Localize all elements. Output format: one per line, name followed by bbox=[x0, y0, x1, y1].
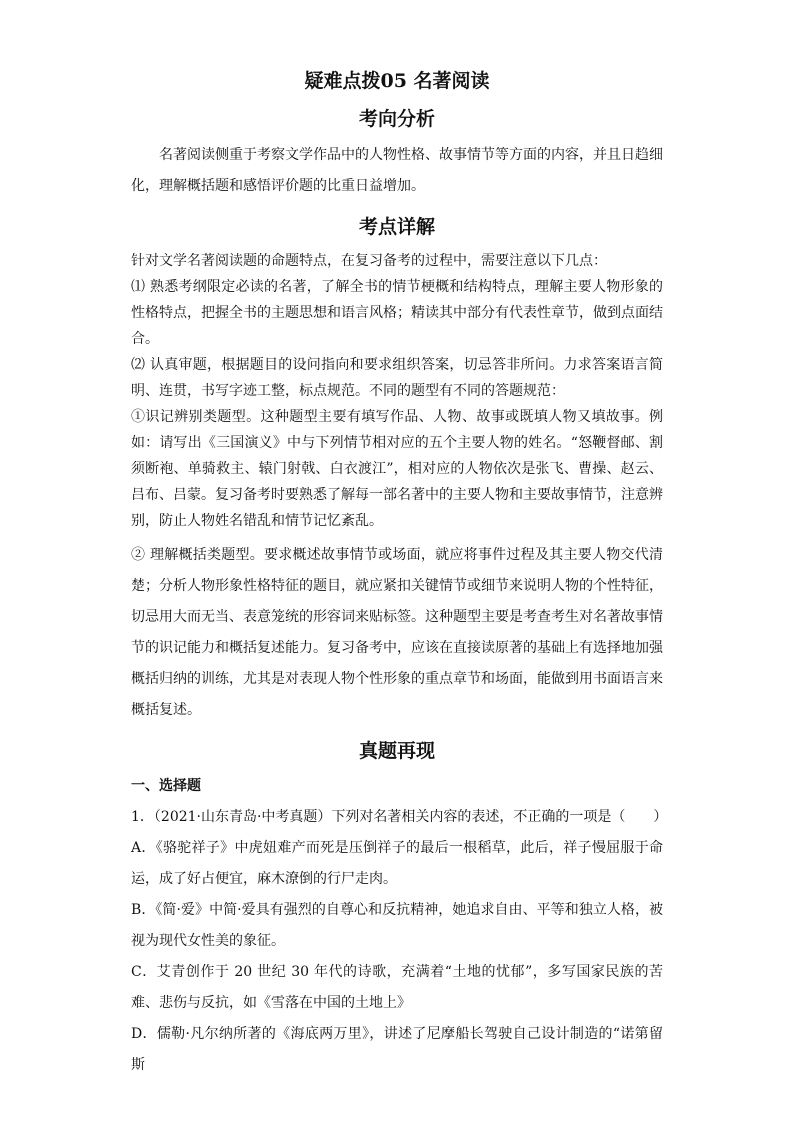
section-heading-analysis: 考向分析 bbox=[358, 108, 435, 130]
analysis-paragraph: 名著阅读侧重于考察文学作品中的人物性格、故事情节等方面的内容，并且日趋细化，理解概括题和感悟评价题的比重日益增加。 bbox=[131, 147, 663, 194]
section-heading-exam: 真题再现 bbox=[358, 740, 435, 762]
document-title: 疑难点拨05 名著阅读 bbox=[304, 70, 490, 92]
document-content bbox=[131, 66, 668, 1081]
details-point-2: ⑵ 认真审题，根据题目的设问指向和要求组织答案，切忌答非所问。力求答案语言简明、连贯，书写字迹工整，标点规范。不同的题型有不同的答题规范： bbox=[131, 357, 663, 399]
question-type-heading: 一、选择题 bbox=[131, 778, 201, 794]
details-item-1: ①识记辨别类题型。这种题型主要有填写作品、人物、故事或既填人物又填故事。例如：请写出《三国演义》中与下列情节相对应的五个主要人物的姓名。“怒鞭督邮、割须断袍、单骑救主、辕门射戟、白衣渡江”，相对应的人物依次是张飞、曹操、赵云、吕布、吕蒙。复习备考时要熟悉了解每一部名著中的主要人物和主要故事情节，注意辨别，防止人物姓名错乱和情节记忆紊乱。 bbox=[131, 409, 663, 529]
option-d: D．儒勒·凡尔纳所著的《海底两万里》，讲述了尼摩船长驾驶自己设计制造的“诺第留斯 bbox=[131, 1026, 663, 1073]
details-point-1: ⑴ 熟悉考纲限定必读的名著，了解全书的情节梗概和结构特点，理解主要人物形象的性格特点，把握全书的主题思想和语言风格；精读其中部分有代表性章节，做到点面结合。 bbox=[131, 279, 663, 347]
option-b: B．《简·爱》中简·爱具有强烈的自尊心和反抗精神，她追求自由、平等和独立人格，被视为现代女性美的象征。 bbox=[131, 902, 663, 949]
option-c: C．艾青创作于 20 世纪 30 年代的诗歌，充满着“土地的忧郁”，多写国家民族的苦难、悲伤与反抗，如《雪落在中国的土地上》 bbox=[131, 964, 663, 1011]
details-item-2: ② 理解概括类题型。要求概述故事情节或场面，就应将事件过程及其主要人物交代清楚；分析人物形象性格特征的题目，就应紧扣关键情节或细节来说明人物的个性特征，切忌用大而无当、表意笼统的形容词来贴标签。这种题型主要是考查考生对名著故事情节的识记能力和概括复述能力。复习备考中，应该在直接读原著的基础上有选择地加强概括归纳的训练，尤其是对表现人物个性形象的重点章节和场面，能做到用书面语言来概括复述。 bbox=[131, 547, 663, 718]
section-heading-details: 考点详解 bbox=[358, 216, 435, 238]
details-intro: 针对文学名著阅读题的命题特点，在复习备考的过程中，需要注意以下几点： bbox=[131, 253, 607, 269]
question-1: 1．（2021·山东青岛·中考真题）下列对名著相关内容的表述，不正确的一项是（ ） bbox=[131, 809, 668, 825]
option-a: A．《骆驼祥子》中虎妞难产而死是压倒祥子的最后一根稻草，此后，祥子慢屈服于命运，成了好占便宜，麻木潦倒的行尸走肉。 bbox=[131, 840, 663, 887]
